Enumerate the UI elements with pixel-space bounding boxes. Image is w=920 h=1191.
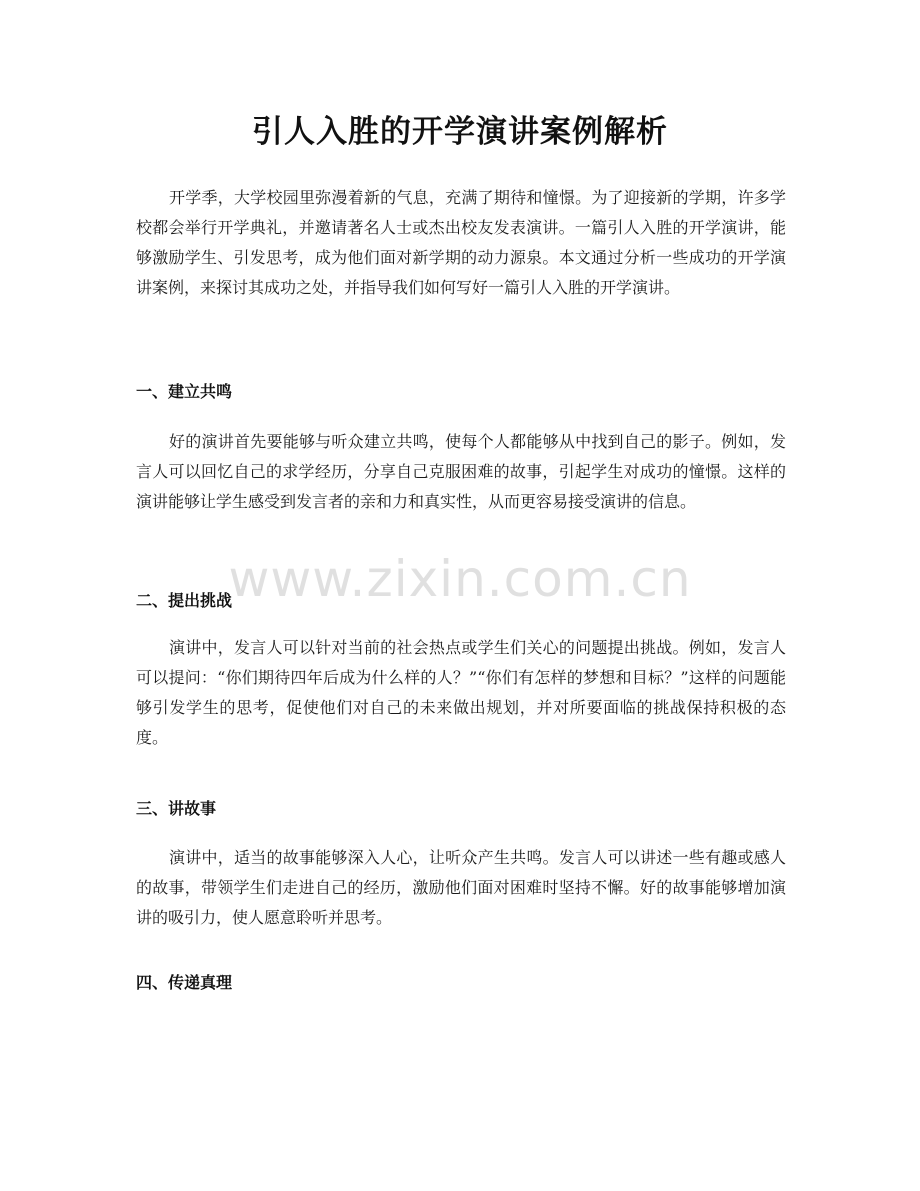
section-heading-2: 二、提出挑战 xyxy=(136,591,233,610)
section-body-1: 好的演讲首先要能够与听众建立共鸣，使每个人都能够从中找到自己的影子。例如，发言人可以回忆自己的求学经历，分享自己克服困难的故事，引起学生对成功的憧憬。这样的演讲能够让学生感受到发言者的亲和力和真实性，从而更容易接受演讲的信息。 xyxy=(136,432,786,511)
section-body-3: 演讲中，适当的故事能够深入人心，让听众产生共鸣。发言人可以讲述一些有趣或感人的故事，带领学生们走进自己的经历，激励他们面对困难时坚持不懈。好的故事能够增加演讲的吸引力，使人愿意聆听并思考。 xyxy=(136,848,786,927)
page-title: 引人入胜的开学演讲案例解析 xyxy=(252,114,668,150)
intro-paragraph: 开学季，大学校园里弥漫着新的气息，充满了期待和憧憬。为了迎接新的学期，许多学校都会举行开学典礼，并邀请著名人士或杰出校友发表演讲。一篇引人入胜的开学演讲，能够激励学生、引发思考，成为他们面对新学期的动力源泉。本文通过分析一些成功的开学演讲案例，来探讨其成功之处，并指导我们如何写好一篇引人入胜的开学演讲。 xyxy=(136,188,786,297)
section-heading-1: 一、建立共鸣 xyxy=(136,382,233,401)
watermark-text: www.zixin.com.cn xyxy=(228,550,692,608)
section-heading-4: 四、传递真理 xyxy=(136,973,233,992)
section-heading-3: 三、讲故事 xyxy=(136,799,217,818)
section-body-2: 演讲中，发言人可以针对当前的社会热点或学生们关心的问题提出挑战。例如，发言人可以提问：“你们期待四年后成为什么样的人？”“你们有怎样的梦想和目标？”这样的问题能够引发学生的思考，促使他们对自己的未来做出规划，并对所要面临的挑战保持积极的态度。 xyxy=(136,638,786,747)
